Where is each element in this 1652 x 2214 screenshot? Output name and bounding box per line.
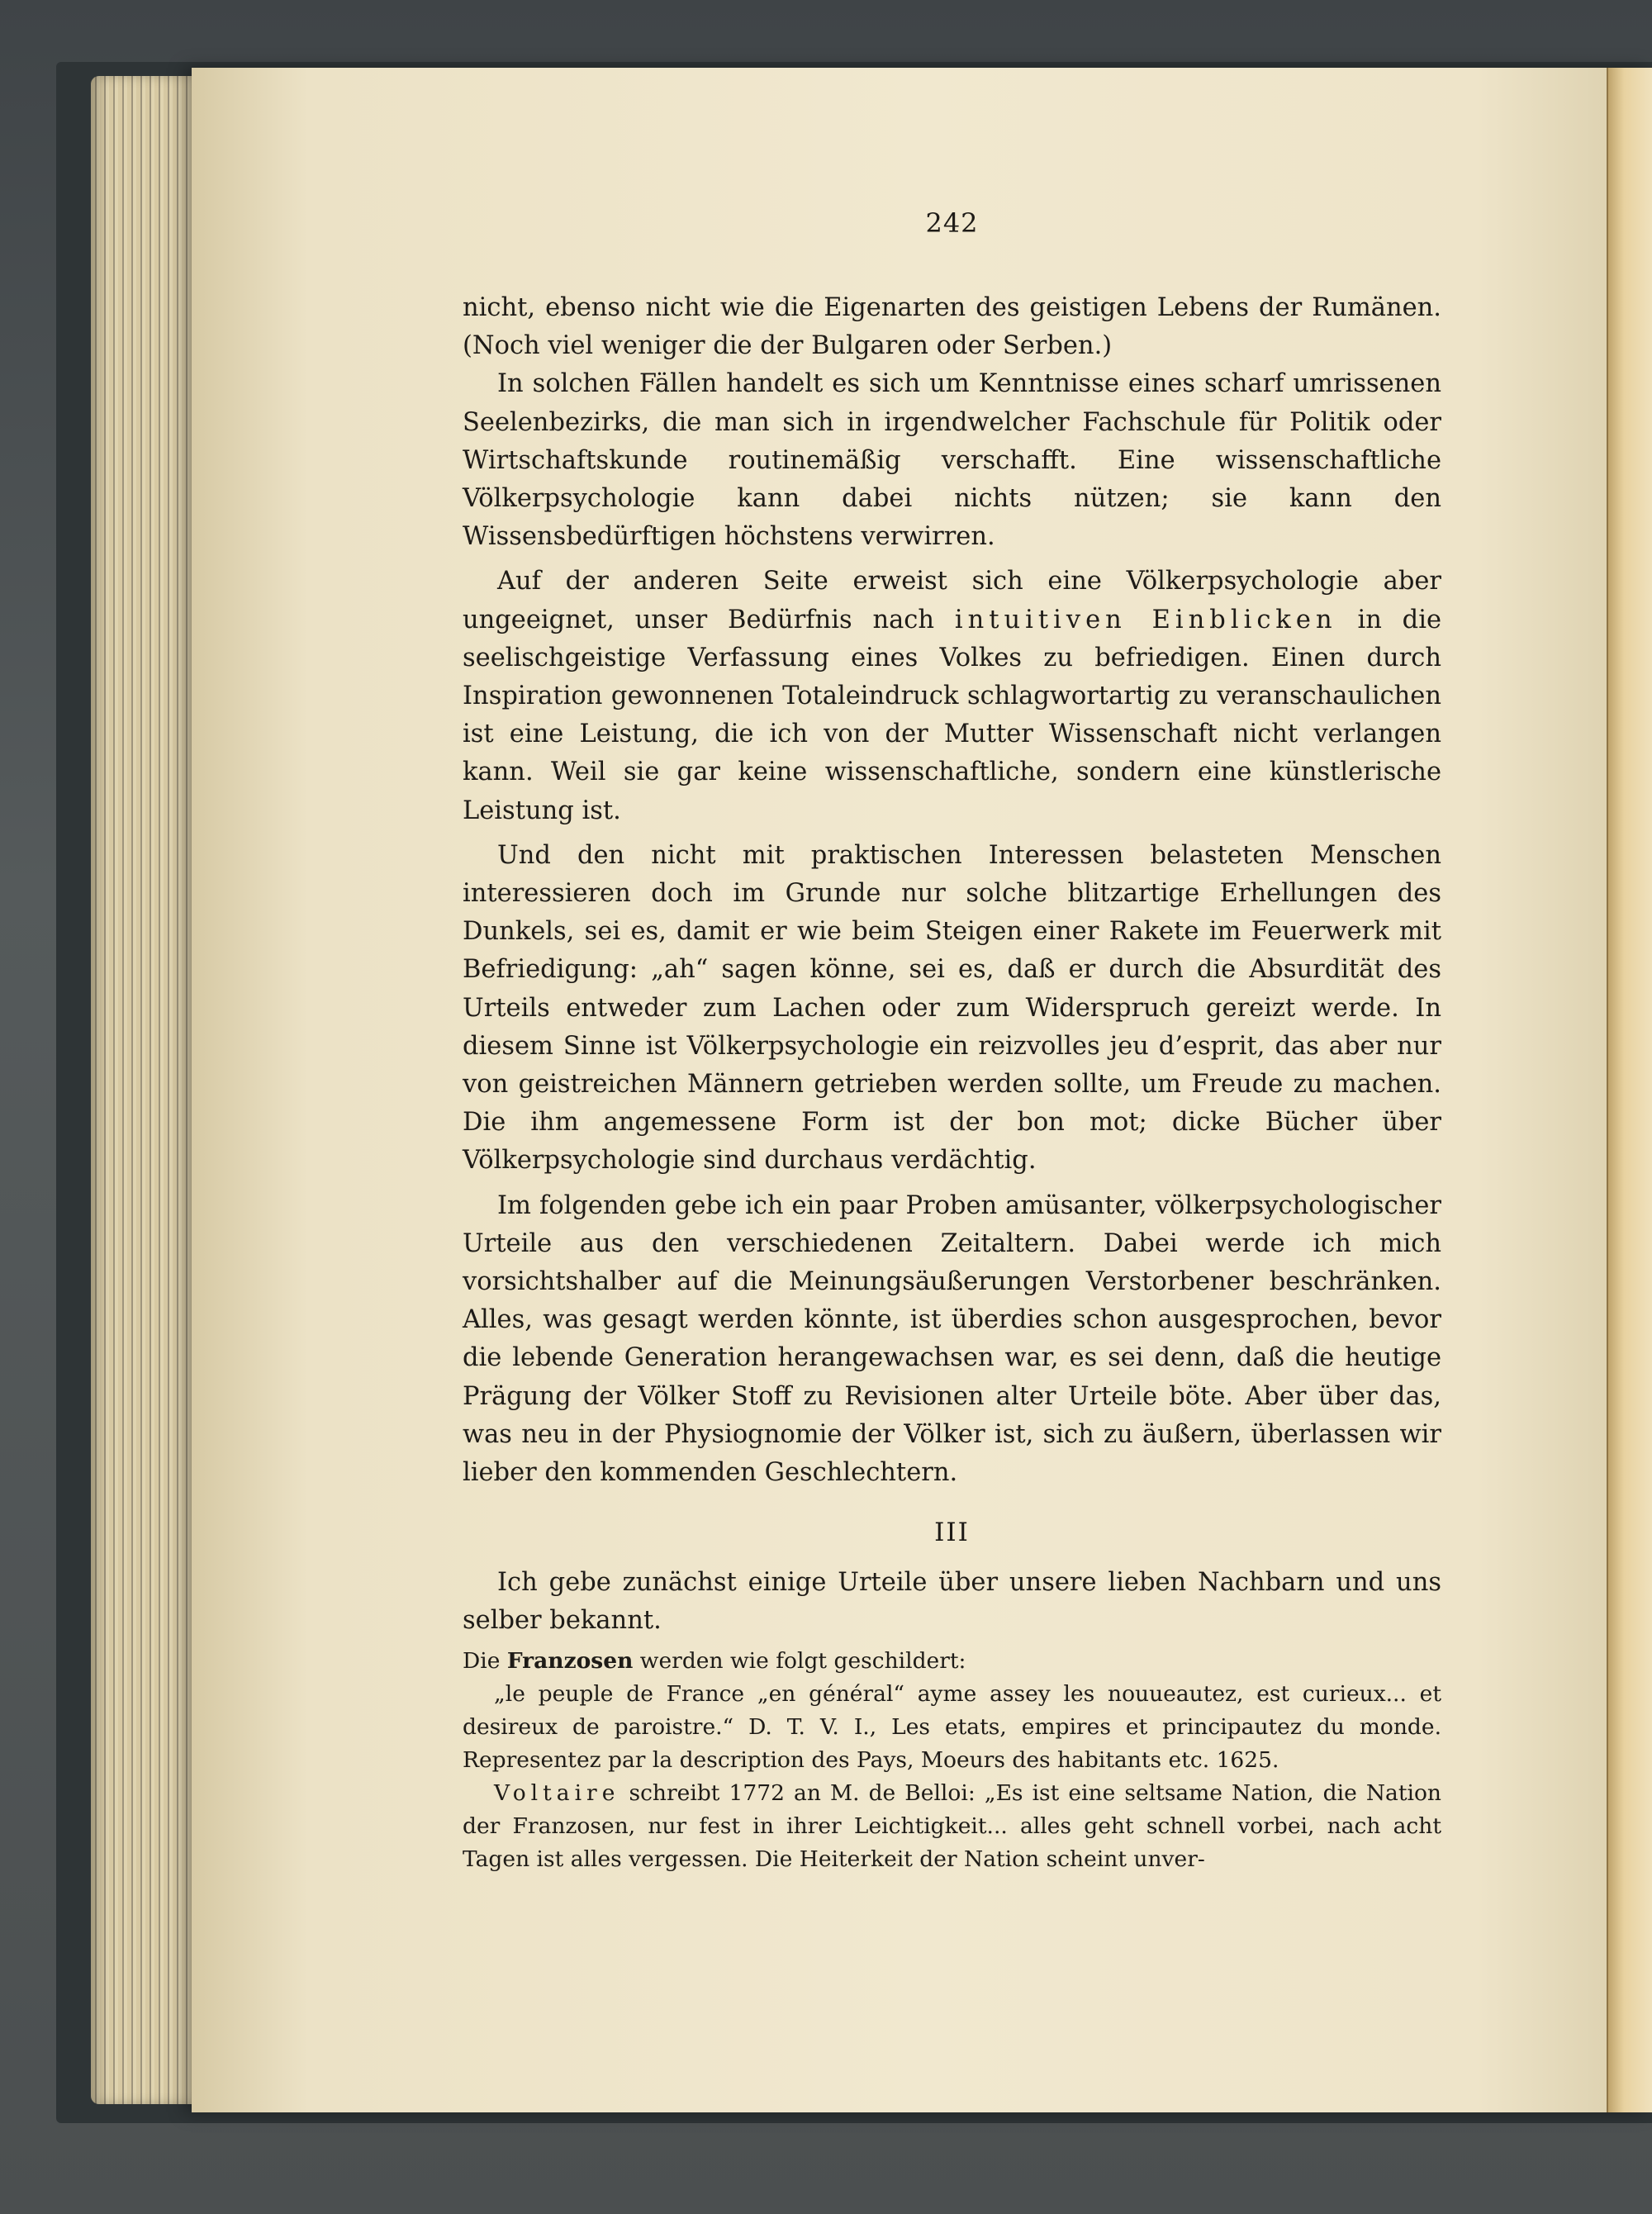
- french-quote: „le peuple de France „en général“ ayme assey les nouueautez, est curieux... et desireux de paroistre.“ D. T. V. I., Les etats, empires et principautez du monde. Representez par la description des Pays, Moeurs des habitants etc. 1625.: [463, 1680, 1441, 1773]
- paragraph-3-end: in die seelischgeistige Verfassung eines Volkes zu befriedigen. Einen durch Inspiration gewonnenen Totaleindruck schlagwortartig zu veranschaulichen ist eine Leistung, die ich von der Mutter Wissenschaft nicht verlangen kann. Weil sie gar keine wissenschaftliche, sondern eine künstlerische Leistung ist.: [463, 605, 1441, 825]
- voltaire-paragraph: [463, 1777, 1441, 1876]
- paragraph-5: Im folgenden gebe ich ein paar Proben amüsanter, völkerpsychologischer Urteile aus den verschiedenen Zeitaltern. Dabei werde ich mich vorsichtshalber auf die Meinungsäußerungen Verstorbener beschränken. Alles, was gesagt werden könnte, ist überdies schon ausgesprochen, bevor die lebende Generation herangewachsen war, es sei denn, daß die heutige Prägung der Völker Stoff zu Revisionen alter Urteile böte. Aber über das, was neu in der Physiognomie der Völker ist, sich zu äußern, überlassen wir lieber den kommenden Geschlechtern.: [463, 1190, 1441, 1488]
- page-number: 242: [925, 207, 979, 239]
- section-heading: III: [934, 1518, 970, 1548]
- paragraph-6: Ich gebe zunächst einige Urteile über unsere lieben Nachbarn und uns selber bekannt.: [463, 1567, 1441, 1635]
- paragraph-2: In solchen Fällen handelt es sich um Kenntnisse eines scharf umrissenen Seelenbezirks, die man sich in irgendwelcher Fachschule für Politik oder Wirtschaftskunde routinemäßig verschafft. Eine wissenschaftliche Völkerpsychologie kann dabei nichts nützen; sie kann den Wissensbedürftigen höchstens verwirren.: [463, 369, 1441, 552]
- small-print-section: [463, 1645, 1441, 1876]
- french-intro-start: Die: [463, 1647, 507, 1674]
- paragraph-3: [463, 563, 1441, 829]
- franzosen-bold: Franzosen: [506, 1647, 634, 1674]
- paragraph-1: nicht, ebenso nicht wie die Eigenarten des geistigen Lebens der Rumänen. (Noch viel weniger die der Bulgaren oder Serben.): [463, 293, 1441, 361]
- paragraph-4: Und den nicht mit praktischen Interessen belasteten Menschen interessieren doch im Grunde nur solche blitzartige Erhellungen des Dunkels, sei es, damit er wie beim Steigen einer Rakete im Feuerwerk mit Befriedigung: „ah“ sagen könne, sei es, daß er durch die Absurdität des Urteils entweder zum Lachen oder zum Widerspruch gereizt werde. In diesem Sinne ist Völkerpsychologie ein reizvolles jeu d’esprit, das aber nur von geistreichen Männern getrieben werden sollte, um Freude zu machen. Die ihm angemessene Form ist der bon mot; dicke Bücher über Völkerpsychologie sind durchaus verdächtig.: [463, 840, 1441, 1176]
- paragraph-3-start: Auf der anderen Seite erweist sich eine Völkerpsychologie aber ungeeignet, unser Bedürfnis nach: [463, 567, 1441, 634]
- facing-page-edge: [1607, 68, 1652, 2112]
- french-intro-end: werden wie folgt geschildert:: [633, 1647, 966, 1674]
- body-text: [463, 289, 1441, 1876]
- voltaire-name: Voltaire: [494, 1779, 620, 1806]
- voltaire-text: schreibt 1772 an M. de Belloi: „Es ist eine seltsame Nation, die Nation der Franzosen, nur fest in ihrer Leichtigkeit... alles geht schnell vorbei, nach acht Tagen ist alles vergessen. Die Heiterkeit der Nation scheint unver-: [463, 1779, 1441, 1872]
- emphasized-phrase: intuitiven Einblicken: [954, 605, 1337, 634]
- french-intro: [463, 1645, 1441, 1678]
